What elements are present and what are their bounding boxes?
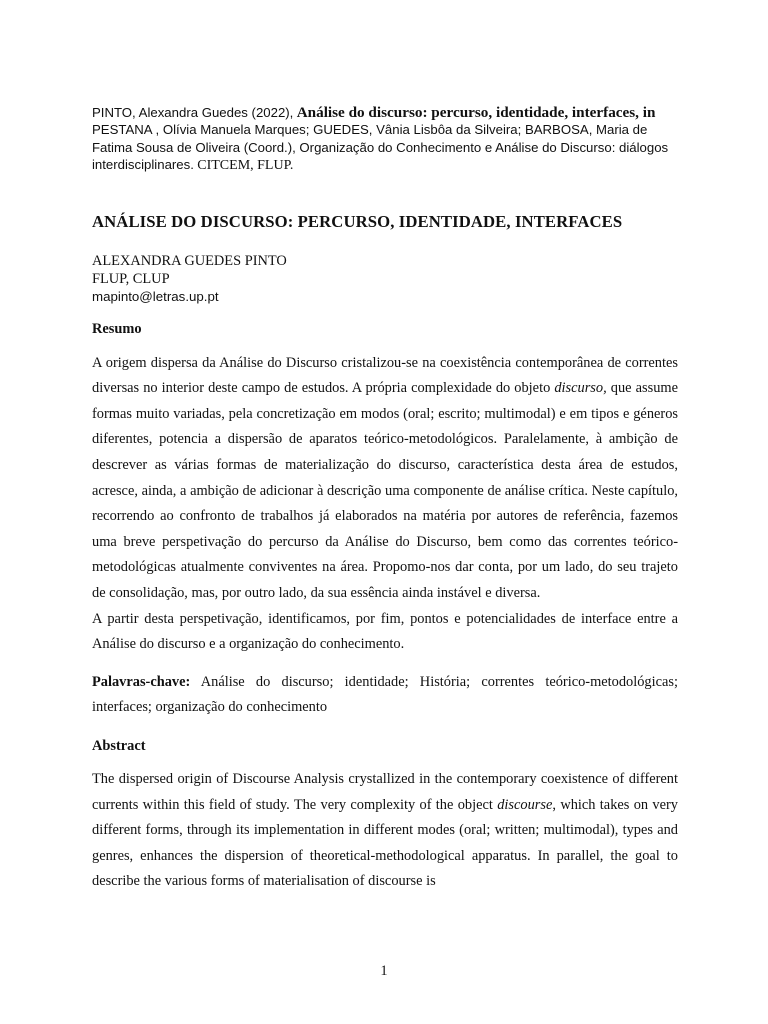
resumo-text-rest: que assume formas muito variadas, pela concretização em modos (oral; escrito; multimodal) e em tipos e géneros diferentes, potencia a dispersão de aparatos teórico-metodológicos. Paralelamente, à ambição de descrever as várias formas de materialização do discurso, característica desta área de estudos, acresce, ainda, a ambição de adicionar à descrição uma componente de análise crítica. Neste capítulo, recorrendo ao confronto de trabalhos já elaborados na matéria por autores de referência, fazemos uma breve perspetivação do percurso da Análise do Discurso, bem como das correntes teórico-metodológicas atualmente conviventes na área. Propomo-nos dar conta, por um lado, do seu trajeto de consolidação, mas, por outro lado, da sua essência ainda instável e diversa. [92, 380, 678, 602]
resumo-paragraph-2: A partir desta perspetivação, identificamos, por fim, pontos e potencialidades de interface entre a Análise do discurso e a organização do conhecimento. [92, 610, 678, 653]
author-name: ALEXANDRA GUEDES PINTO [92, 253, 287, 270]
abstract-heading: Abstract [92, 738, 146, 754]
resumo-italic-term: discurso, [554, 380, 607, 397]
resumo-heading: Resumo [92, 320, 142, 337]
abstract-body [92, 767, 678, 895]
keywords-text: Análise do discurso; identidade; História; correntes teórico-metodológicas; interfaces; organização do conhecimento [92, 673, 678, 716]
abstract-italic-term: discourse [497, 796, 553, 813]
citation-authors: PINTO, Alexandra Guedes (2022), [92, 105, 294, 120]
citation-publisher: CITCEM, FLUP. [197, 157, 294, 173]
keywords [92, 670, 678, 721]
paper-title: ANÁLISE DO DISCURSO: PERCURSO, IDENTIDADE, INTERFACES [92, 212, 623, 232]
author-email: mapinto@letras.up.pt [92, 289, 219, 305]
citation-title: Análise do discurso: percurso, identidade, interfaces, in [296, 104, 656, 121]
resumo-body [92, 351, 678, 658]
author-block [92, 253, 678, 306]
keywords-label: Palavras-chave: [92, 673, 191, 690]
author-affiliation: FLUP, CLUP [92, 270, 170, 287]
resumo-text-start: A origem dispersa da Análise do Discurso cristalizou-se na coexistência contemporânea de correntes diversas no interior deste campo de estudos. A própria complexidade do objeto [92, 354, 678, 397]
citation [92, 104, 678, 174]
abstract-text-rest: , which takes on very different forms, through its implementation in different modes (oral; written; multimodal), types and genres, enhances the dispersion of theoretical-methodological apparatus. In parallel, the goal to describe the various forms of materialisation of discourse is [92, 796, 678, 890]
citation-details: PESTANA , Olívia Manuela Marques; GUEDES, Vânia Lisbôa da Silveira; BARBOSA, Maria de Fatima Sousa de Oliveira (Coord.), Organização do Conhecimento e Análise do Discurso: diálogos interdisciplinares. [92, 122, 669, 172]
page-number: 1 [380, 963, 388, 979]
abstract-text-start: The dispersed origin of Discourse Analysis crystallized in the contemporary coexistence of different currents within this field of study. The very complexity of the object [92, 771, 678, 813]
resumo-paragraph-1 [92, 351, 678, 607]
document-page [92, 104, 678, 895]
